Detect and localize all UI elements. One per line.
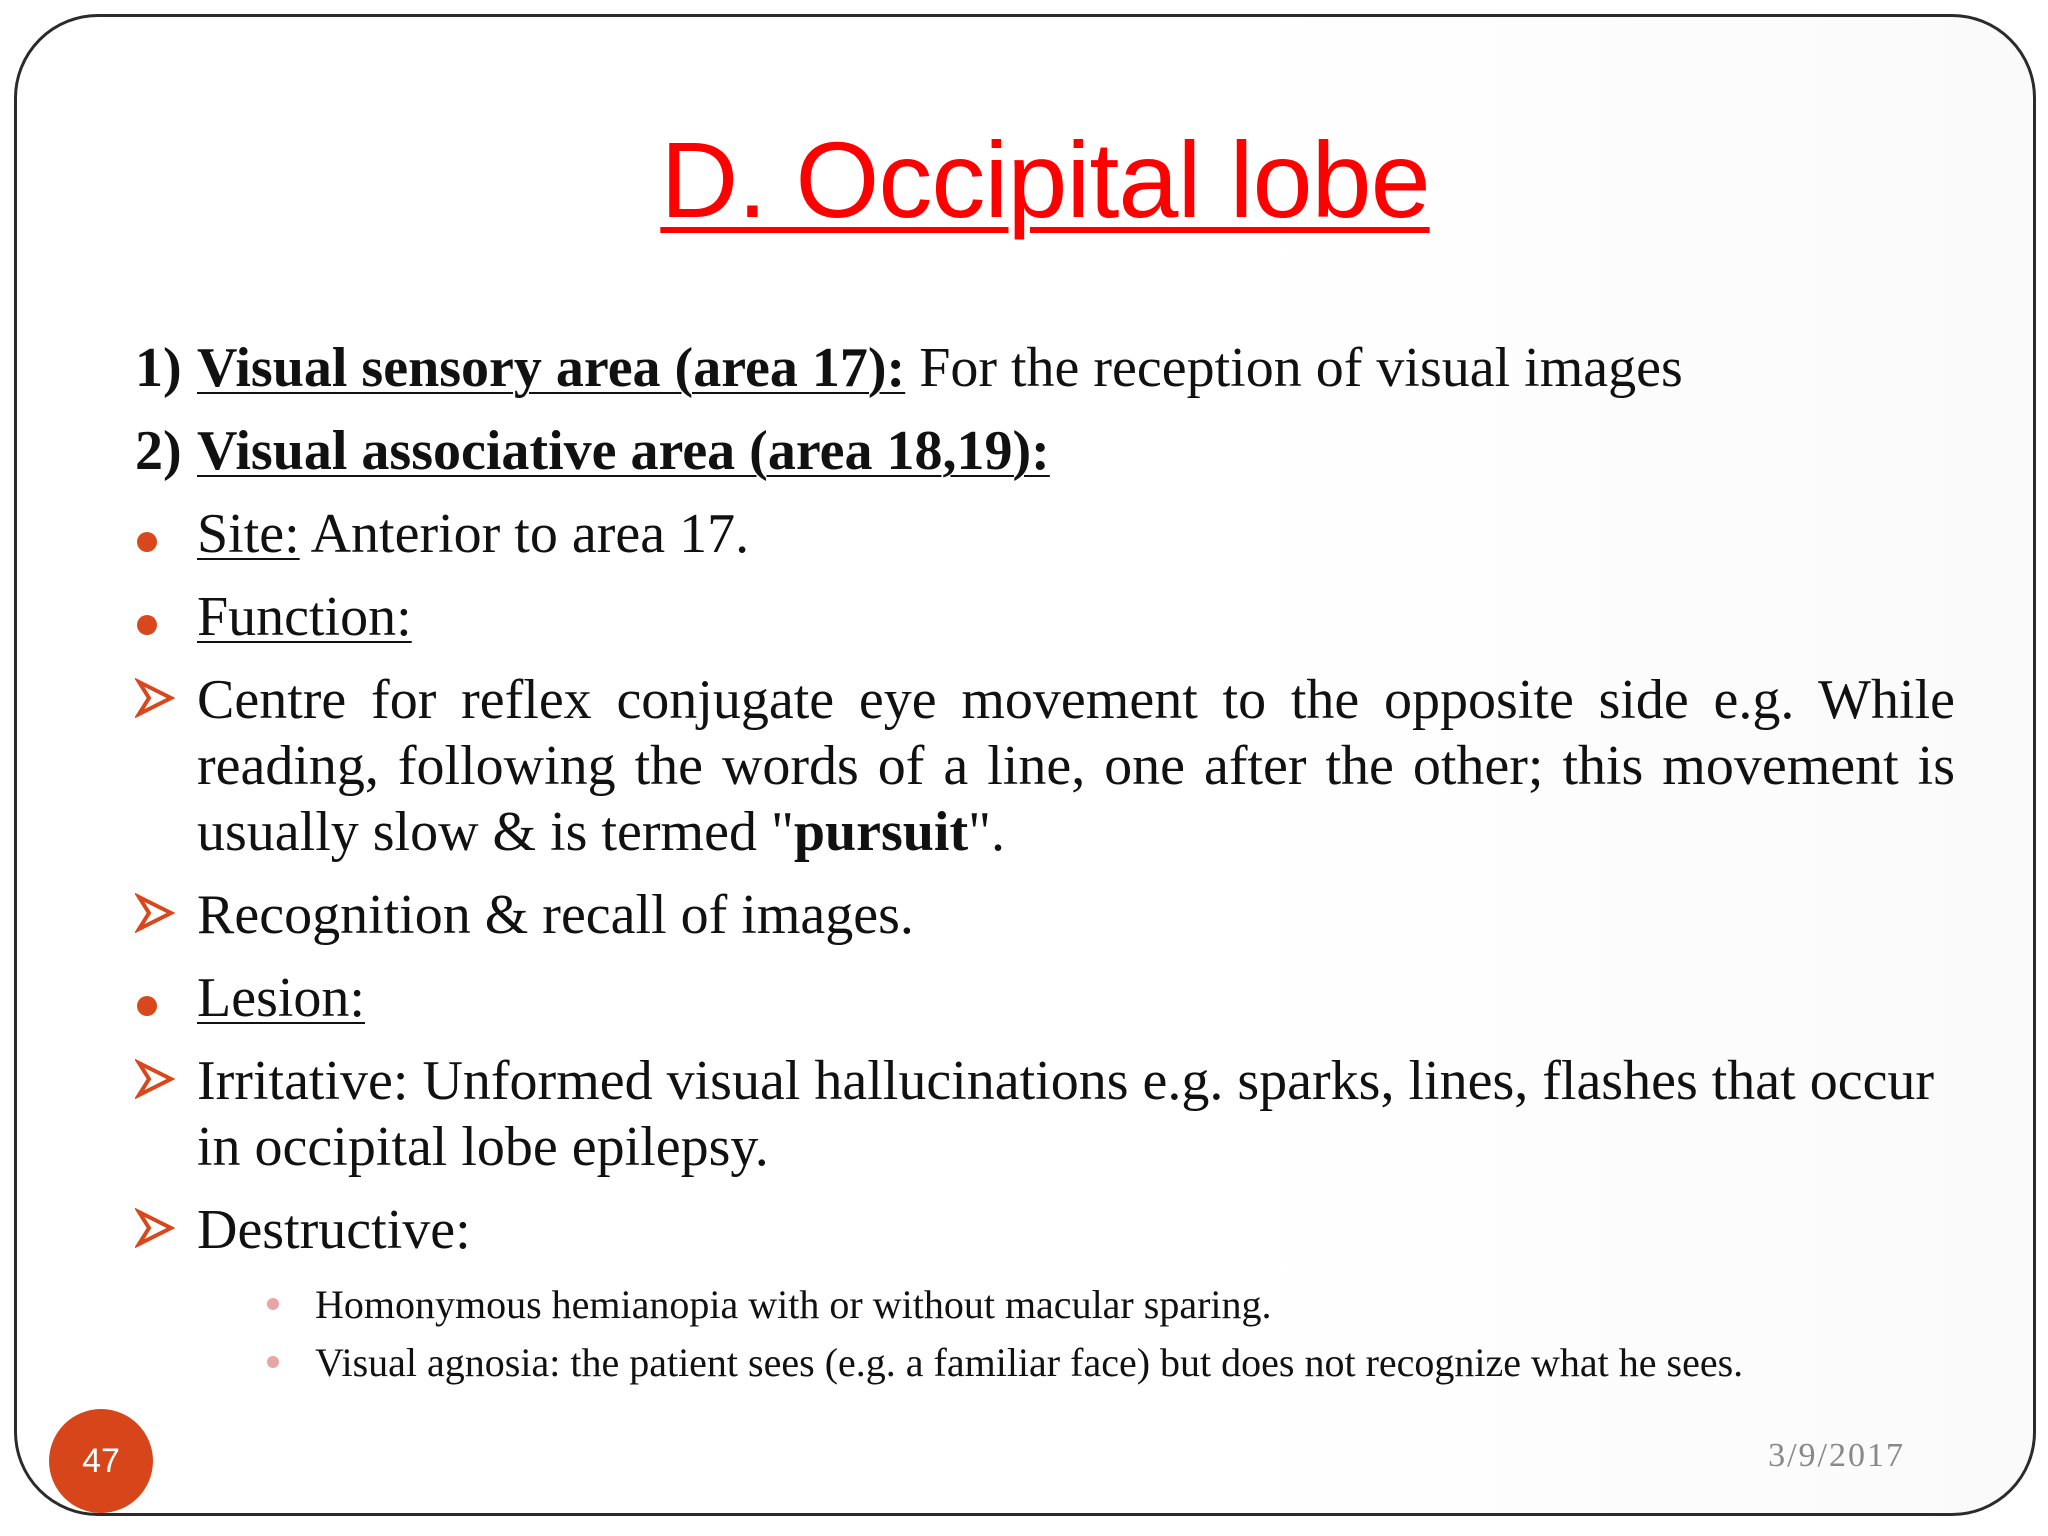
item-text: Anterior to area 17.	[299, 503, 750, 565]
sub-item-text: Homonymous hemianopia with or without macular sparing.	[315, 1282, 1272, 1327]
item-text: For the reception of visual images	[905, 337, 1683, 399]
item-text: Recognition & recall of images.	[197, 884, 914, 946]
arrow-bullet-icon	[135, 1048, 197, 1114]
sub-list-item	[267, 1280, 1955, 1330]
bullet-dot-icon	[135, 965, 197, 1031]
list-item	[135, 335, 1955, 401]
item-emphasis: pursuit	[793, 801, 969, 863]
list-item	[135, 1048, 1955, 1180]
list-item	[135, 667, 1955, 865]
sub-item-text: Visual agnosia: the patient sees (e.g. a familiar face) but does not recognize what he sees.	[315, 1340, 1744, 1385]
arrow-bullet-icon	[135, 1197, 197, 1263]
page-number-badge: 47	[49, 1409, 153, 1513]
list-item	[135, 501, 1955, 567]
list-item	[135, 584, 1955, 650]
slide-date: 3/9/2017	[1768, 1437, 1905, 1474]
item-text: Centre for reflex conjugate eye movement to the opposite side e.g. While reading, following the words of a line, one after the other; this movement is usually slow & is termed "	[197, 669, 1955, 863]
sub-bullet-icon	[267, 1356, 279, 1368]
arrow-bullet-icon	[135, 882, 197, 948]
item-text: Destructive:	[197, 1199, 471, 1261]
slide-content	[135, 335, 1955, 1396]
bullet-dot-icon	[135, 584, 197, 650]
item-text-end: ".	[968, 801, 1005, 863]
item-heading: Visual sensory area (area 17):	[197, 337, 906, 399]
slide	[14, 14, 2036, 1516]
list-item	[135, 965, 1955, 1031]
item-label: Site:	[197, 503, 300, 565]
arrow-bullet-icon	[135, 667, 197, 733]
item-number: 1)	[135, 337, 182, 399]
sub-bullet-icon	[267, 1298, 279, 1310]
item-number: 2)	[135, 420, 182, 482]
list-item	[135, 1197, 1955, 1263]
item-label: Lesion:	[197, 967, 365, 1029]
list-item	[135, 418, 1955, 484]
item-text: Irritative: Unformed visual hallucinations e.g. sparks, lines, flashes that occur in occipital lobe epilepsy.	[197, 1050, 1935, 1178]
list-item	[135, 882, 1955, 948]
slide-title: D. Occipital lobe	[660, 119, 1430, 240]
item-heading: Visual associative area (area 18,19):	[197, 420, 1050, 482]
sub-list-item	[267, 1338, 1955, 1388]
bullet-dot-icon	[135, 501, 197, 567]
item-label: Function:	[197, 586, 412, 648]
